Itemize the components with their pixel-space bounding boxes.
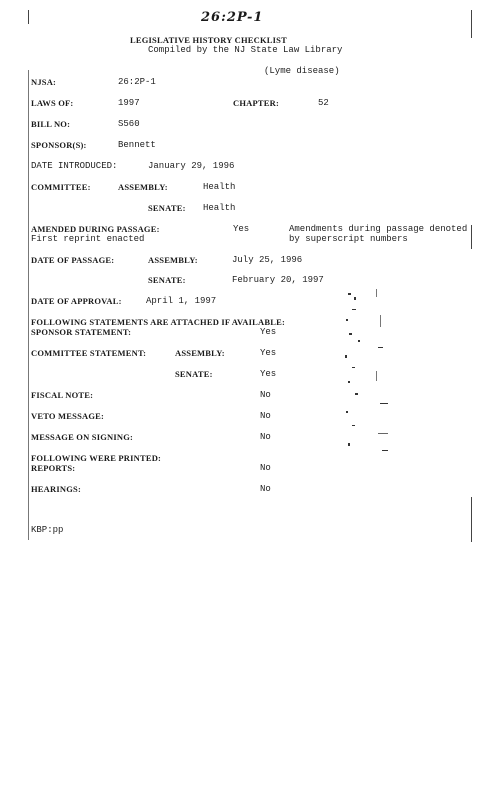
hearings-value: No [260, 484, 271, 494]
sponsor-statement-label: SPONSOR STATEMENT: [31, 327, 132, 337]
bill-no-value: S560 [118, 119, 140, 129]
right-margin-line [471, 225, 472, 249]
passage-assembly-label: ASSEMBLY: [148, 255, 198, 265]
chapter-value: 52 [318, 98, 329, 108]
bill-no-label: BILL NO: [31, 119, 71, 129]
sponsor-statement-value: Yes [260, 327, 277, 337]
right-margin-line [471, 497, 472, 542]
date-of-passage-label: DATE OF PASSAGE: [31, 255, 115, 265]
committee-statement-senate-label: SENATE: [175, 369, 213, 379]
committee-statement-assembly-label: ASSEMBLY: [175, 348, 225, 358]
fiscal-note-label: FISCAL NOTE: [31, 390, 94, 400]
date-introduced-label: DATE INTRODUCED: [31, 161, 118, 171]
committee-senate-value: Health [203, 203, 236, 213]
handwritten-number: 26:2P-1 [201, 10, 264, 25]
statements-header: FOLLOWING STATEMENTS ARE ATTACHED IF AVAILABLE: [31, 317, 285, 327]
date-of-approval-label: DATE OF APPROVAL: [31, 296, 122, 306]
laws-of-value: 1997 [118, 98, 140, 108]
initials: KBP:pp [31, 525, 64, 535]
subject-note: (Lyme disease) [264, 66, 340, 76]
page-subtitle: Compiled by the NJ State Law Library [148, 45, 343, 55]
amended-reprint: First reprint enacted [31, 234, 145, 244]
message-on-signing-label: MESSAGE ON SIGNING: [31, 432, 134, 442]
committee-assembly-value: Health [203, 182, 236, 192]
njsa-value: 26:2P-1 [118, 77, 156, 87]
veto-message-label: VETO MESSAGE: [31, 411, 105, 421]
date-of-approval-value: April 1, 1997 [146, 296, 217, 306]
printed-header: FOLLOWING WERE PRINTED: [31, 453, 162, 463]
scan-noise [340, 285, 410, 460]
amended-note-line1: Amendments during passage denoted [289, 224, 468, 234]
left-margin-line [28, 10, 29, 24]
chapter-label: CHAPTER: [233, 98, 279, 108]
laws-of-label: LAWS OF: [31, 98, 74, 108]
passage-senate-value: February 20, 1997 [232, 275, 324, 285]
message-on-signing-value: No [260, 432, 271, 442]
amended-label: AMENDED DURING PASSAGE: [31, 224, 160, 234]
reports-label: REPORTS: [31, 463, 76, 473]
sponsor-value: Bennett [118, 140, 156, 150]
committee-senate-label: SENATE: [148, 203, 186, 213]
amended-note-line2: by superscript numbers [289, 234, 408, 244]
sponsor-label: SPONSOR(S): [31, 140, 87, 150]
passage-assembly-value: July 25, 1996 [232, 255, 303, 265]
committee-assembly-label: ASSEMBLY: [118, 182, 168, 192]
right-margin-line [471, 10, 472, 38]
committee-statement-senate-value: Yes [260, 369, 277, 379]
reports-value: No [260, 463, 271, 473]
fiscal-note-value: No [260, 390, 271, 400]
committee-statement-assembly-value: Yes [260, 348, 277, 358]
amended-value: Yes [233, 224, 250, 234]
committee-statement-label: COMMITTEE STATEMENT: [31, 348, 147, 358]
date-introduced-value: January 29, 1996 [148, 161, 235, 171]
committee-label: COMMITTEE: [31, 182, 91, 192]
veto-message-value: No [260, 411, 271, 421]
passage-senate-label: SENATE: [148, 275, 186, 285]
page-title: LEGISLATIVE HISTORY CHECKLIST [130, 35, 287, 45]
hearings-label: HEARINGS: [31, 484, 81, 494]
njsa-label: NJSA: [31, 77, 57, 87]
left-margin-line [28, 70, 29, 540]
